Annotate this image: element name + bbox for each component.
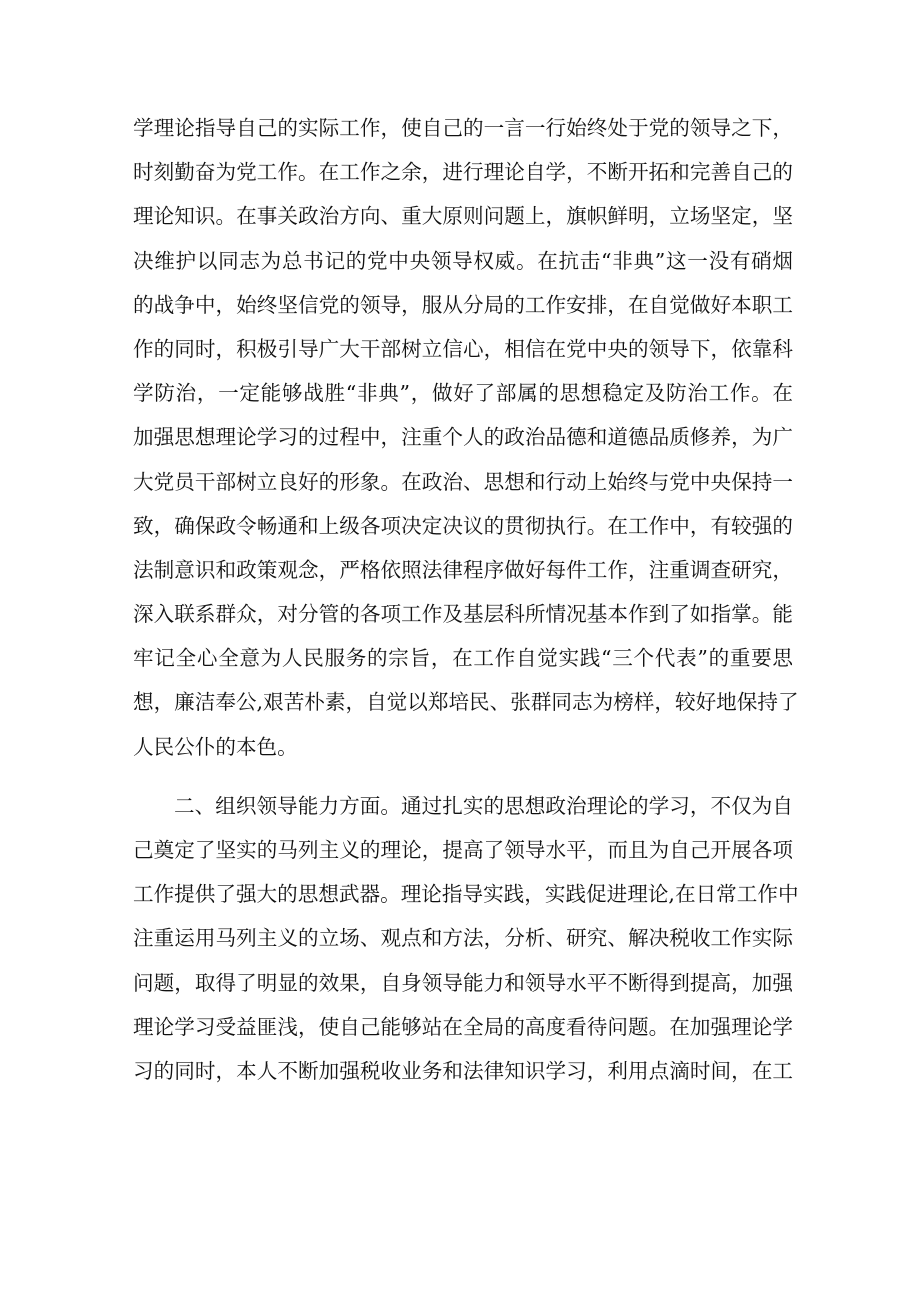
text-line: 注重运用马列主义的立场、观点和方法，分析、研究、解决税收工作实际 bbox=[133, 926, 793, 951]
text-line: 致，确保政令畅通和上级各项决定决议的贯彻执行。在工作中，有较强的 bbox=[133, 513, 793, 538]
text-line: 己奠定了坚实的马列主义的理论，提高了领导水平，而且为自己开展各项 bbox=[133, 838, 793, 862]
text-line: 法制意识和政策观念，严格依照法律程序做好每件工作，注重调查研究， bbox=[133, 557, 793, 582]
text-line: 加强思想理论学习的过程中，注重个人的政治品德和道德品质修养，为广 bbox=[133, 425, 793, 450]
text-line: 理论知识。在事关政治方向、重大原则问题上，旗帜鲜明，立场坚定，坚 bbox=[133, 204, 793, 229]
text-line: 问题，取得了明显的效果，自身领导能力和领导水平不断得到提高，加强 bbox=[133, 970, 793, 995]
text-line: 大党员干部树立良好的形象。在政治、思想和行动上始终与党中央保持一 bbox=[133, 469, 793, 494]
text-line: 牢记全心全意为人民服务的宗旨，在工作自觉实践“三个代表”的重要思 bbox=[133, 646, 793, 671]
text-line: 理论学习受益匪浅，使自己能够站在全局的高度看待问题。在加强理论学 bbox=[133, 1014, 793, 1039]
paragraph-2 bbox=[133, 784, 799, 1093]
paragraph-1 bbox=[133, 106, 799, 769]
document-body bbox=[133, 106, 799, 1093]
paragraph-gap bbox=[133, 769, 793, 784]
text-line: 的战争中，始终坚信党的领导，服从分局的工作安排，在自觉做好本职工 bbox=[133, 292, 793, 317]
text-line: 学理论指导自己的实际工作，使自己的一言一行始终处于党的领导之下， bbox=[133, 116, 793, 140]
text-line: 人民公仆的本色。 bbox=[133, 734, 298, 759]
text-line: 时刻勤奋为党工作。在工作之余，进行理论自学，不断开拓和完善自己的 bbox=[133, 160, 793, 185]
text-line: 决维护以同志为总书记的党中央领导权威。在抗击“非典”这一没有硝烟 bbox=[133, 248, 793, 273]
text-line: 深入联系群众，对分管的各项工作及基层科所情况基本作到了如指掌。能 bbox=[133, 602, 793, 627]
text-line: 二、组织领导能力方面。通过扎实的思想政治理论的学习，不仅为自 bbox=[174, 793, 793, 818]
text-line: 工作提供了强大的思想武器。理论指导实践，实践促进理论,在日常工作中 bbox=[133, 882, 799, 907]
text-line: 作的同时，积极引导广大干部树立信心，相信在党中央的领导下，依靠科 bbox=[133, 336, 793, 361]
text-line: 习的同时，本人不断加强税收业务和法律知识学习，利用点滴时间，在工 bbox=[133, 1058, 793, 1083]
text-line: 想，廉洁奉公,艰苦朴素，自觉以郑培民、张群同志为榜样，较好地保持了 bbox=[133, 690, 799, 715]
text-line: 学防治，一定能够战胜“非典”，做好了部属的思想稳定及防治工作。在 bbox=[133, 381, 793, 406]
